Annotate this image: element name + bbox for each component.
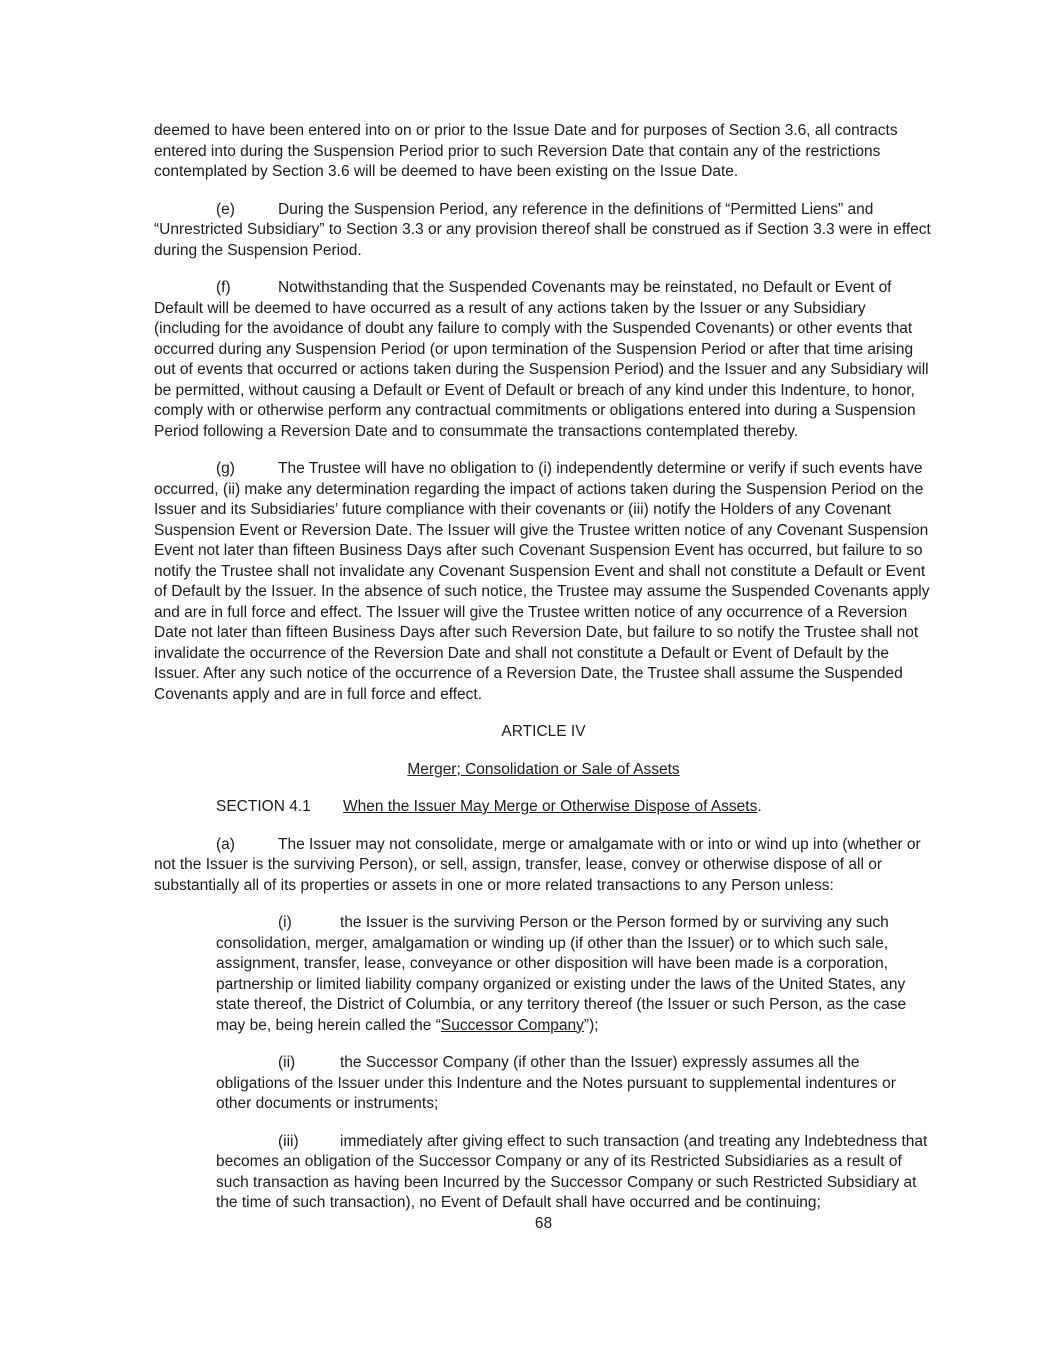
section-title: When the Issuer May Merge or Otherwise Dispose of Assets: [343, 798, 758, 815]
article-subheading: [154, 760, 933, 781]
section-title-suffix: .: [757, 798, 762, 815]
paragraph-e-label: (e): [216, 200, 235, 218]
paragraph-a-text: The Issuer may not consolidate, merge or amalgamate with or into or wind up into (whether or not the Issuer is the surviving Person), or sell, assign, transfer, lease, convey or otherwise dispose of all or substantially all of its properties or assets in one or more related transactions to any Person unless:: [154, 835, 921, 894]
clause-i: [216, 913, 933, 1036]
clause-ii-text: the Successor Company (if other than the Issuer) expressly assumes all the obligations of the Issuer under this Indenture and the Notes pursuant to supplemental indentures or other documents or instruments;: [216, 1054, 896, 1112]
paragraph-a: [154, 835, 933, 897]
clause-i-text-after: ”);: [583, 1016, 599, 1034]
article-heading: [154, 722, 933, 743]
paragraph-e-text: During the Suspension Period, any reference in the definitions of “Permitted Liens” and “Unrestricted Subsidiary” to Section 3.3 or any provision thereof shall be construed as if Section 3.3 were in effect during the Suspension Period.: [154, 200, 931, 259]
paragraph-text: deemed to have been entered into on or prior to the Issue Date and for purposes of Section 3.6, all contracts entered into during the Suspension Period prior to such Reversion Date that contain any of the restrictions contemplated by Section 3.6 will be deemed to have been existing on the Issue Date.: [154, 122, 898, 180]
section-label: SECTION 4.1: [216, 798, 311, 815]
paragraph-g-label: (g): [216, 460, 235, 477]
clause-i-label: (i): [278, 914, 292, 931]
section-heading: [154, 797, 933, 818]
document-content: [154, 121, 933, 1234]
clause-iii: [216, 1132, 933, 1214]
paragraph-g-text: The Trustee will have no obligation to (i) independently determine or verify if such events have occurred, (ii) make any determination regarding the impact of actions taken during the Suspension Period on the Issuer and its Subsidiaries’ future compliance with their covenants or (iii) notify the Holders of any Covenant Suspension Event or Reversion Date. The Issuer will give the Trustee written notice of any Covenant Suspension Event not later than fifteen Business Days after such Covenant Suspension Event has occurred, but failure to so notify the Trustee shall not invalidate any Covenant Suspension Event and shall not constitute a Default or Event of Default by the Issuer. In the absence of such notice, the Trustee may assume the Suspended Covenants apply and are in full force and effect. The Issuer will give the Trustee written notice of any occurrence of a Reversion Date not later than fifteen Business Days after such Reversion Date, but failure to so notify the Trustee shall not invalidate the occurrence of the Reversion Date and shall not constitute a Default or Event of Default by the Issuer. After any such notice of the occurrence of a Reversion Date, the Trustee shall assume the Suspended Covenants apply and are in full force and effect.: [154, 460, 930, 703]
clause-iii-label: (iii): [278, 1132, 299, 1150]
clause-ii-label: (ii): [278, 1054, 296, 1071]
article-subheading-text: Merger; Consolidation or Sale of Assets: [407, 760, 680, 778]
article-heading-text: ARTICLE IV: [501, 723, 586, 740]
paragraph-f: [154, 278, 933, 442]
paragraph-e: [154, 200, 933, 262]
clause-iii-text: immediately after giving effect to such transaction (and treating any Indebtedness that becomes an obligation of the Successor Company or any of its Restricted Subsidiaries as a result of such transaction as having been Incurred by the Successor Company or such Restricted Subsidiary at the time of such transaction), no Event of Default shall have occurred and be continuing;: [216, 1132, 928, 1211]
clause-i-text: the Issuer is the surviving Person or the Person formed by or surviving any such consolidation, merger, amalgamation or winding up (if other than the Issuer) or to which such sale, assignment, transfer, lease, conveyance or other disposition will have been made is a corporation, partnership or limited liability company organized or existing under the laws of the United States, any state thereof, the District of Columbia, or any territory thereof (the Issuer or such Person, as the case may be, being herein called the “: [216, 914, 907, 1034]
paragraph-f-text: Notwithstanding that the Suspended Covenants may be reinstated, no Default or Event of Default will be deemed to have occurred as a result of any actions taken by the Issuer or any Subsidiary (including for the avoidance of doubt any failure to comply with the Suspended Covenants) or other events that occurred during any Suspension Period (or upon termination of the Suspension Period or after that time arising out of events that occurred or actions taken during the Suspension Period) and the Issuer and any Subsidiary will be permitted, without causing a Default or Event of Default or breach of any kind under this Indenture, to honor, comply with or otherwise perform any contractual commitments or obligations entered into during a Suspension Period following a Reversion Date and to consummate the transactions contemplated thereby.: [154, 279, 929, 440]
paragraph-g: [154, 459, 933, 705]
paragraph-a-label: (a): [216, 835, 235, 853]
page-number: 68: [534, 1214, 553, 1232]
clause-ii: [216, 1053, 933, 1115]
paragraph-f-label: (f): [216, 279, 231, 296]
paragraph-continuation: [154, 121, 933, 183]
clause-i-defined-term: Successor Company: [440, 1016, 584, 1034]
